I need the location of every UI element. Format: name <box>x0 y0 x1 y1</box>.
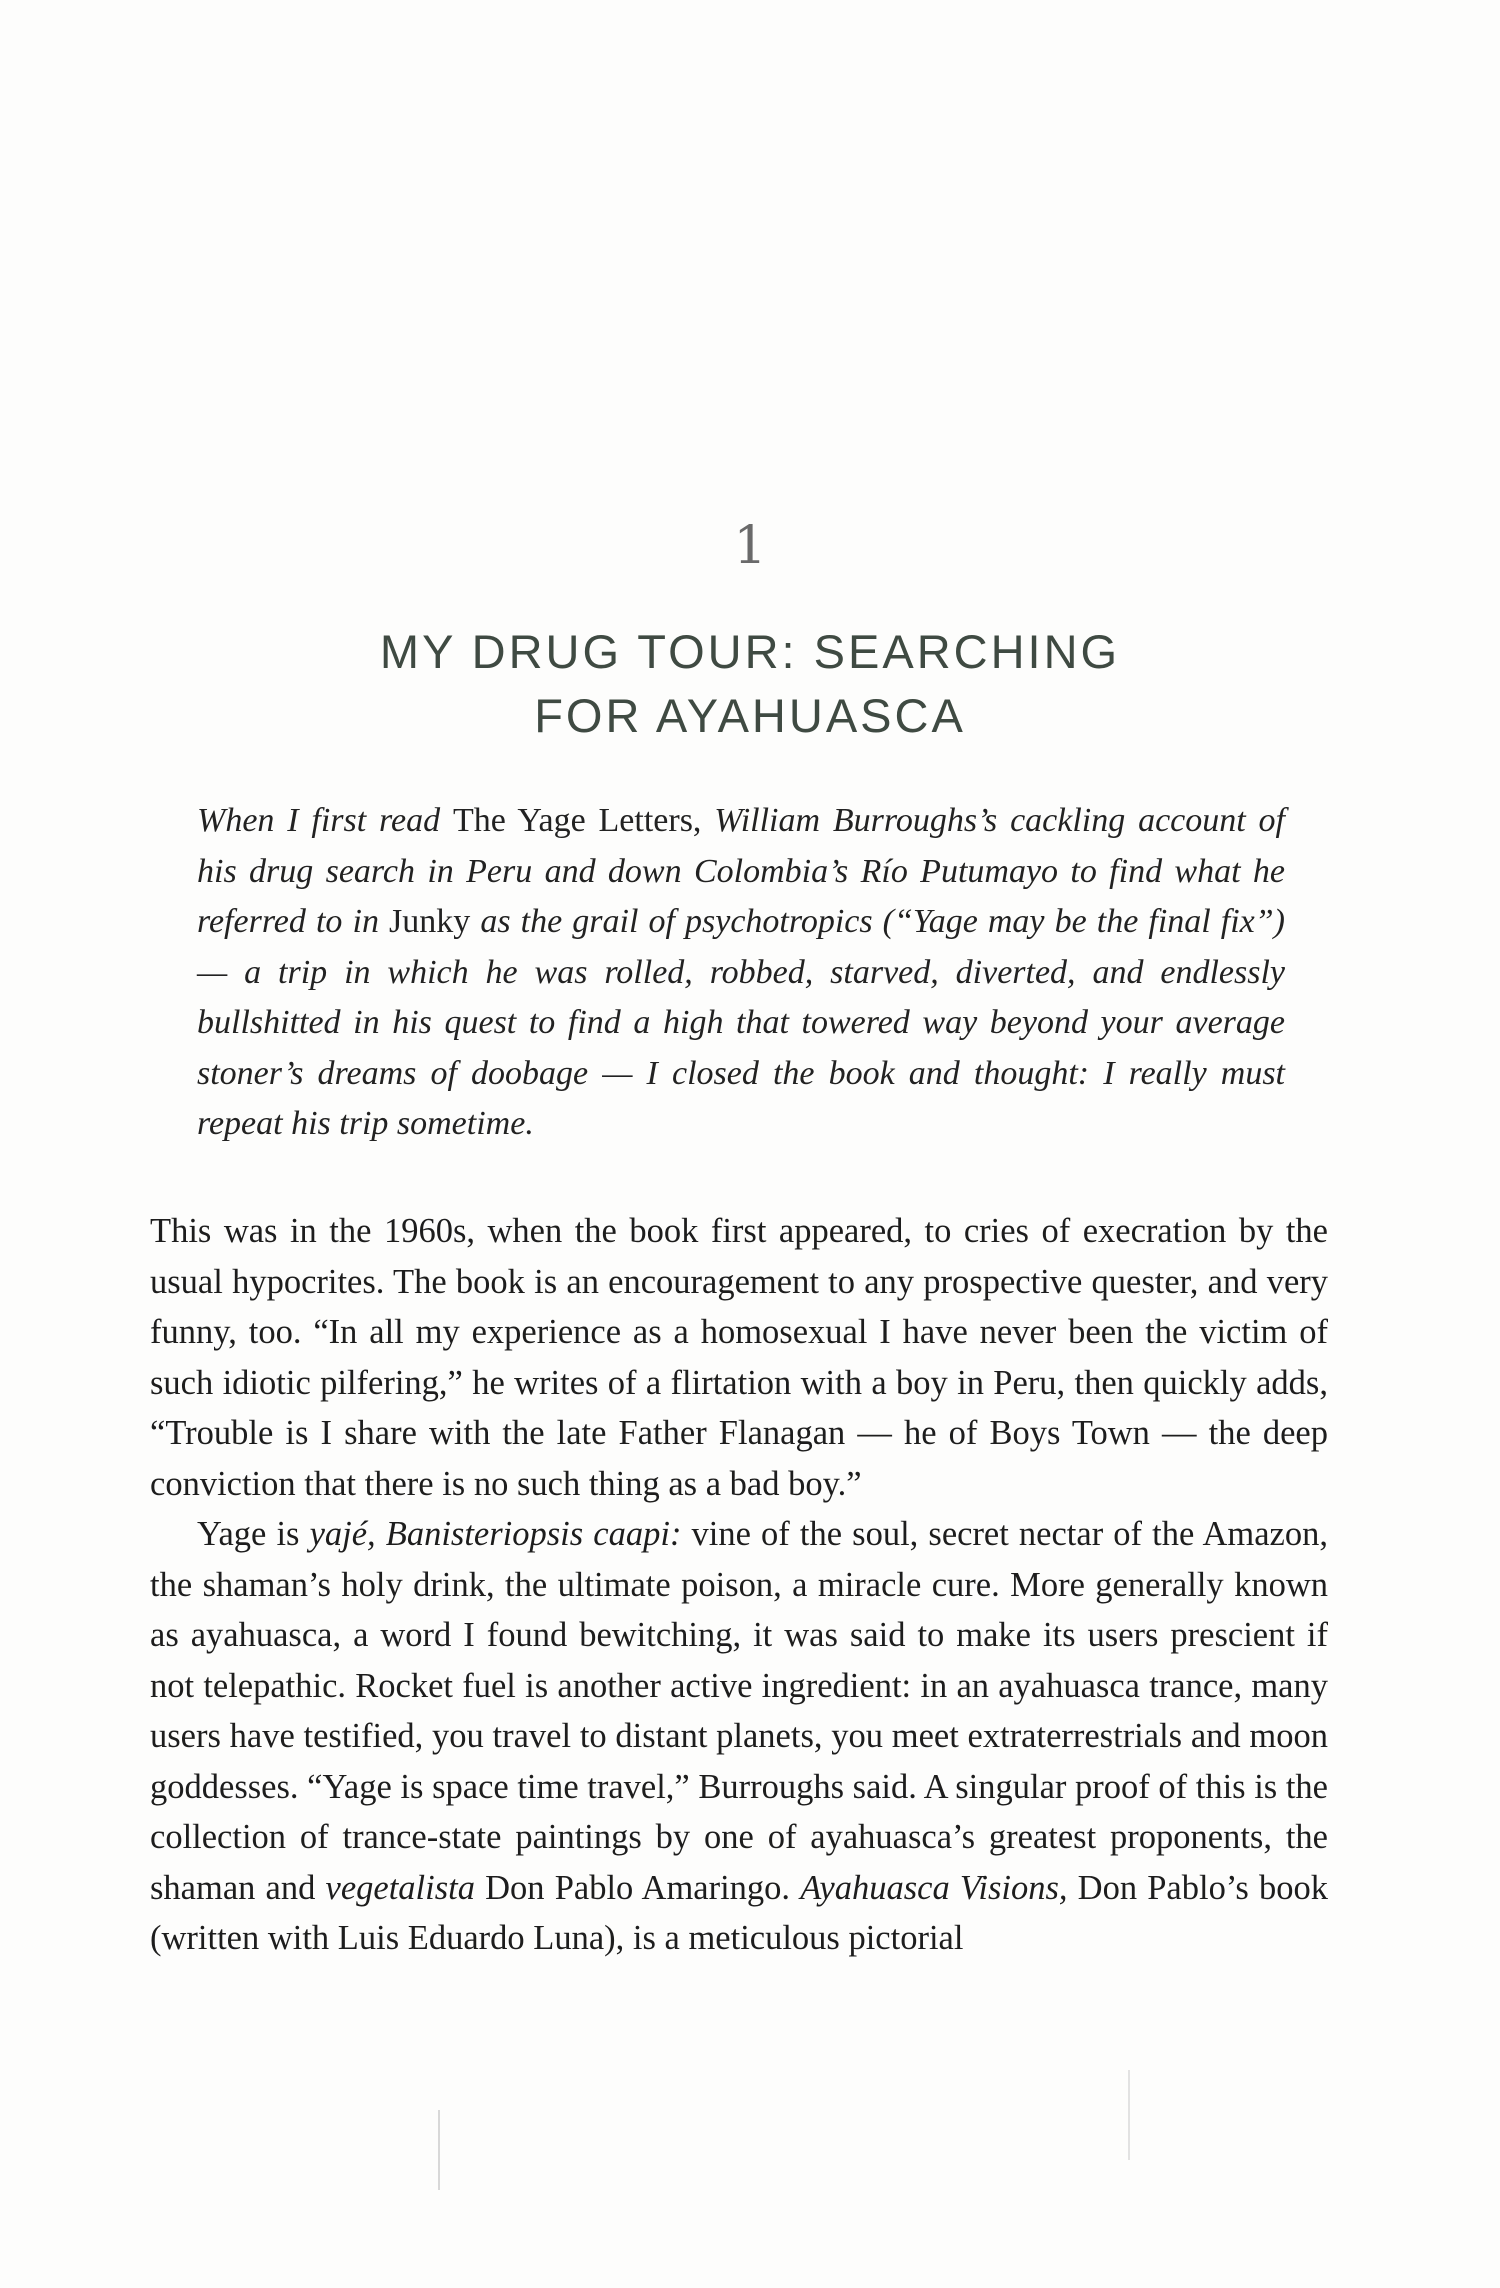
epigraph-text: William Burroughs’s cackling account of his drug search in Peru and down Colombia’s Río Putumayo to find what he referred to in <box>197 802 1285 940</box>
epigraph-text: as the grail of psychotropics (“Yage may be the final fix”) — a trip in which he was rolled, robbed, starved, diverted, and endlessly bullshitted in his quest to find a high that towered way beyond your average stoner’s dreams of doobage — I closed the book and thought: I really must repeat his trip sometime. <box>197 903 1285 1142</box>
paragraph-2 <box>150 1509 1328 1964</box>
book-title-ayahuasca-visions: Ayahuasca Visions, <box>800 1868 1068 1907</box>
chapter-title-line-2: FOR AYAHUASCA <box>534 689 966 742</box>
scan-artifact <box>1128 2070 1130 2160</box>
book-title-junky: Junky <box>389 903 481 940</box>
paragraph-text: Don Pablo Amaringo. <box>474 1868 801 1907</box>
paragraph-text: Yage is <box>197 1515 310 1553</box>
paragraph-1: This was in the 1960s, when the book first appeared, to cries of execration by the usual hypocrites. The book is an encouragement to any prospective quester, and very funny, too. “In all my experience as a homosexual I have never been the victim of such idiotic pilfering,” he writes of a flirtation with a boy in Peru, then quickly adds, “Trouble is I share with the late Father Flanagan — he of Boys Town — the deep conviction that there is no such thing as a bad boy.” <box>150 1212 1328 1503</box>
chapter-title-line-1: MY DRUG TOUR: SEARCHING <box>379 625 1121 678</box>
paragraph-text: vine of the soul, secret nectar of the Amazon, the shaman’s holy drink, the ultimate poison, a miracle cure. More generally known as ayahuasca, a word I found bewitching, it was said to make its users prescient if not telepathic. Rocket fuel is another active ingredient: in an ayahuasca trance, many users have testified, you travel to distant planets, you meet extraterrestrials and moon goddesses. “Yage is space time travel,” Burroughs said. A singular proof of this is the collection of trance-state paintings by one of ayahuasca’s greatest proponents, the shaman and <box>150 1515 1328 1907</box>
chapter-title <box>0 620 1500 748</box>
italic-term: yajé, Banisteriopsis caapi: <box>309 1515 682 1553</box>
epigraph-text: When I first read <box>197 802 453 839</box>
italic-term: vegetalista <box>325 1868 475 1907</box>
book-title-yage-letters: The Yage Letters, <box>452 802 715 839</box>
paragraph-text: Don Pablo’s book (written with Luis Eduardo Luna), is a meticulous pictorial <box>150 1868 1328 1957</box>
scan-artifact <box>438 2110 440 2190</box>
epigraph <box>197 796 1285 1150</box>
body-text <box>150 1206 1328 1964</box>
chapter-number: 1 <box>733 516 767 576</box>
